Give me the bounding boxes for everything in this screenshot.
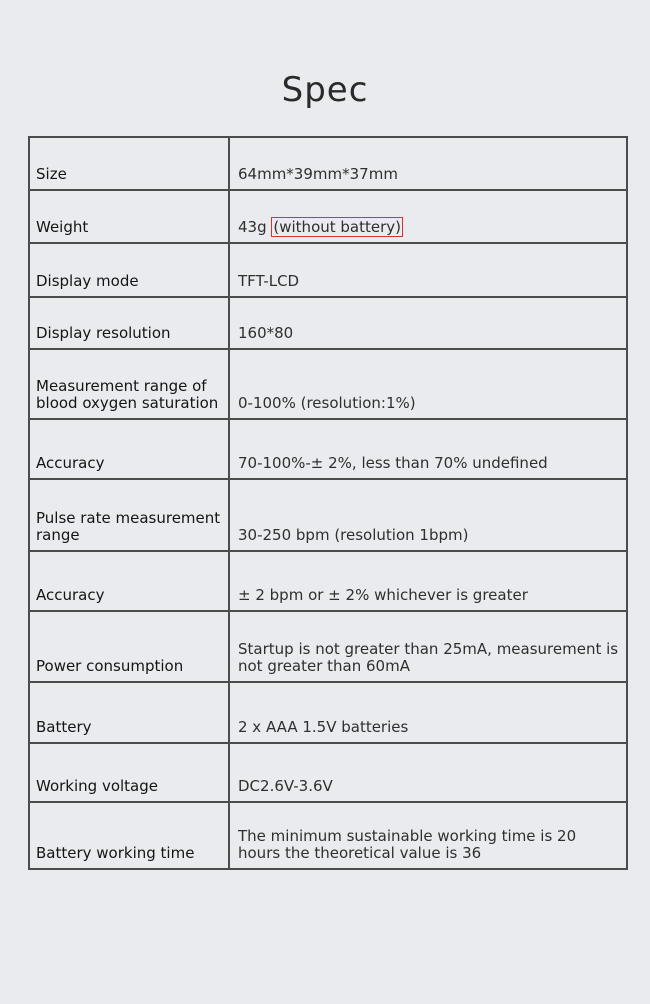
spec-label: Weight: [29, 190, 229, 243]
spec-label: Size: [29, 137, 229, 190]
spec-label: Pulse rate measurement range: [29, 479, 229, 551]
spec-label: Accuracy: [29, 419, 229, 479]
spec-label: Battery: [29, 682, 229, 743]
spec-value: The minimum sustainable working time is 20 hours the theoretical value is 36: [229, 802, 627, 869]
spec-value: DC2.6V-3.6V: [229, 743, 627, 802]
spec-label: Display mode: [29, 243, 229, 297]
spec-value-prefix: 43g: [238, 218, 272, 236]
spec-value: 0-100% (resolution:1%): [229, 349, 627, 419]
table-row: [29, 137, 627, 190]
spec-value: 70-100%-± 2%, less than 70% undefined: [229, 419, 627, 479]
highlighted-note: (without battery): [273, 218, 402, 236]
spec-label: Display resolution: [29, 297, 229, 349]
table-row: [29, 479, 627, 551]
spec-value: Startup is not greater than 25mA, measurement is not greater than 60mA: [229, 611, 627, 682]
table-row: [29, 551, 627, 611]
spec-value: ± 2 bpm or ± 2% whichever is greater: [229, 551, 627, 611]
page-title: Spec: [281, 70, 369, 110]
spec-table: [28, 136, 628, 870]
table-row: [29, 682, 627, 743]
table-row: [29, 743, 627, 802]
table-row: [29, 611, 627, 682]
table-row: [29, 297, 627, 349]
spec-label: Working voltage: [29, 743, 229, 802]
spec-label: Accuracy: [29, 551, 229, 611]
spec-value: 160*80: [229, 297, 627, 349]
spec-value: [229, 190, 627, 243]
spec-value: 30-250 bpm (resolution 1bpm): [229, 479, 627, 551]
spec-value: 2 x AAA 1.5V batteries: [229, 682, 627, 743]
table-row: [29, 190, 627, 243]
spec-label: Power consumption: [29, 611, 229, 682]
table-row: [29, 419, 627, 479]
table-row: [29, 243, 627, 297]
spec-label: Measurement range of blood oxygen saturation: [29, 349, 229, 419]
spec-label: Battery working time: [29, 802, 229, 869]
spec-value: TFT-LCD: [229, 243, 627, 297]
table-row: [29, 802, 627, 869]
spec-value: 64mm*39mm*37mm: [229, 137, 627, 190]
table-row: [29, 349, 627, 419]
